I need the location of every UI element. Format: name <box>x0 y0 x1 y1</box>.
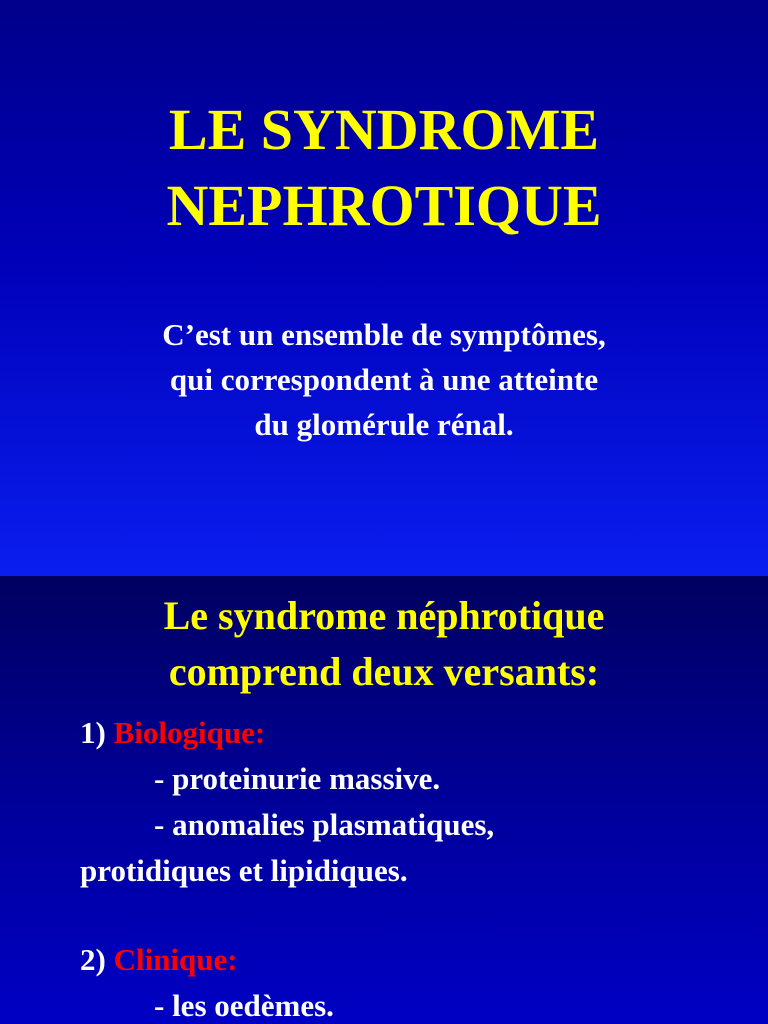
section-1-number: 1) <box>80 715 114 750</box>
heading-line-1: Le syndrome néphrotique <box>163 593 605 638</box>
section-1-item-2-line-2: protidiques et lipidiques. <box>80 853 408 888</box>
definition-line-2: qui correspondent à une atteinte <box>169 362 599 397</box>
heading-line-2: comprend deux versants: <box>168 649 600 694</box>
section-1-item-2-line-1: - anomalies plasmatiques, <box>154 807 495 842</box>
section-2-number: 2) <box>80 942 114 977</box>
title-line-1: LE SYNDROME <box>168 97 600 162</box>
slide-2-heading <box>0 588 768 700</box>
definition-line-3: du glomérule rénal. <box>254 407 514 442</box>
slide-1-title <box>0 92 768 244</box>
section-2-label: Clinique: <box>113 942 238 977</box>
section-1-item-1: - proteinurie massive. <box>154 761 441 796</box>
section-1-label: Biologique: <box>113 715 266 750</box>
section-2-item-1: - les oedèmes. <box>154 988 334 1023</box>
section-2-header <box>80 937 740 983</box>
definition-line-1: C’est un ensemble de symptômes, <box>162 317 606 352</box>
slide-2 <box>0 576 768 1024</box>
slide-1-definition <box>0 312 768 447</box>
versants-list <box>80 710 740 1024</box>
section-spacer <box>80 894 740 937</box>
section-1-header <box>80 710 740 756</box>
title-line-2: NEPHROTIQUE <box>166 173 602 238</box>
